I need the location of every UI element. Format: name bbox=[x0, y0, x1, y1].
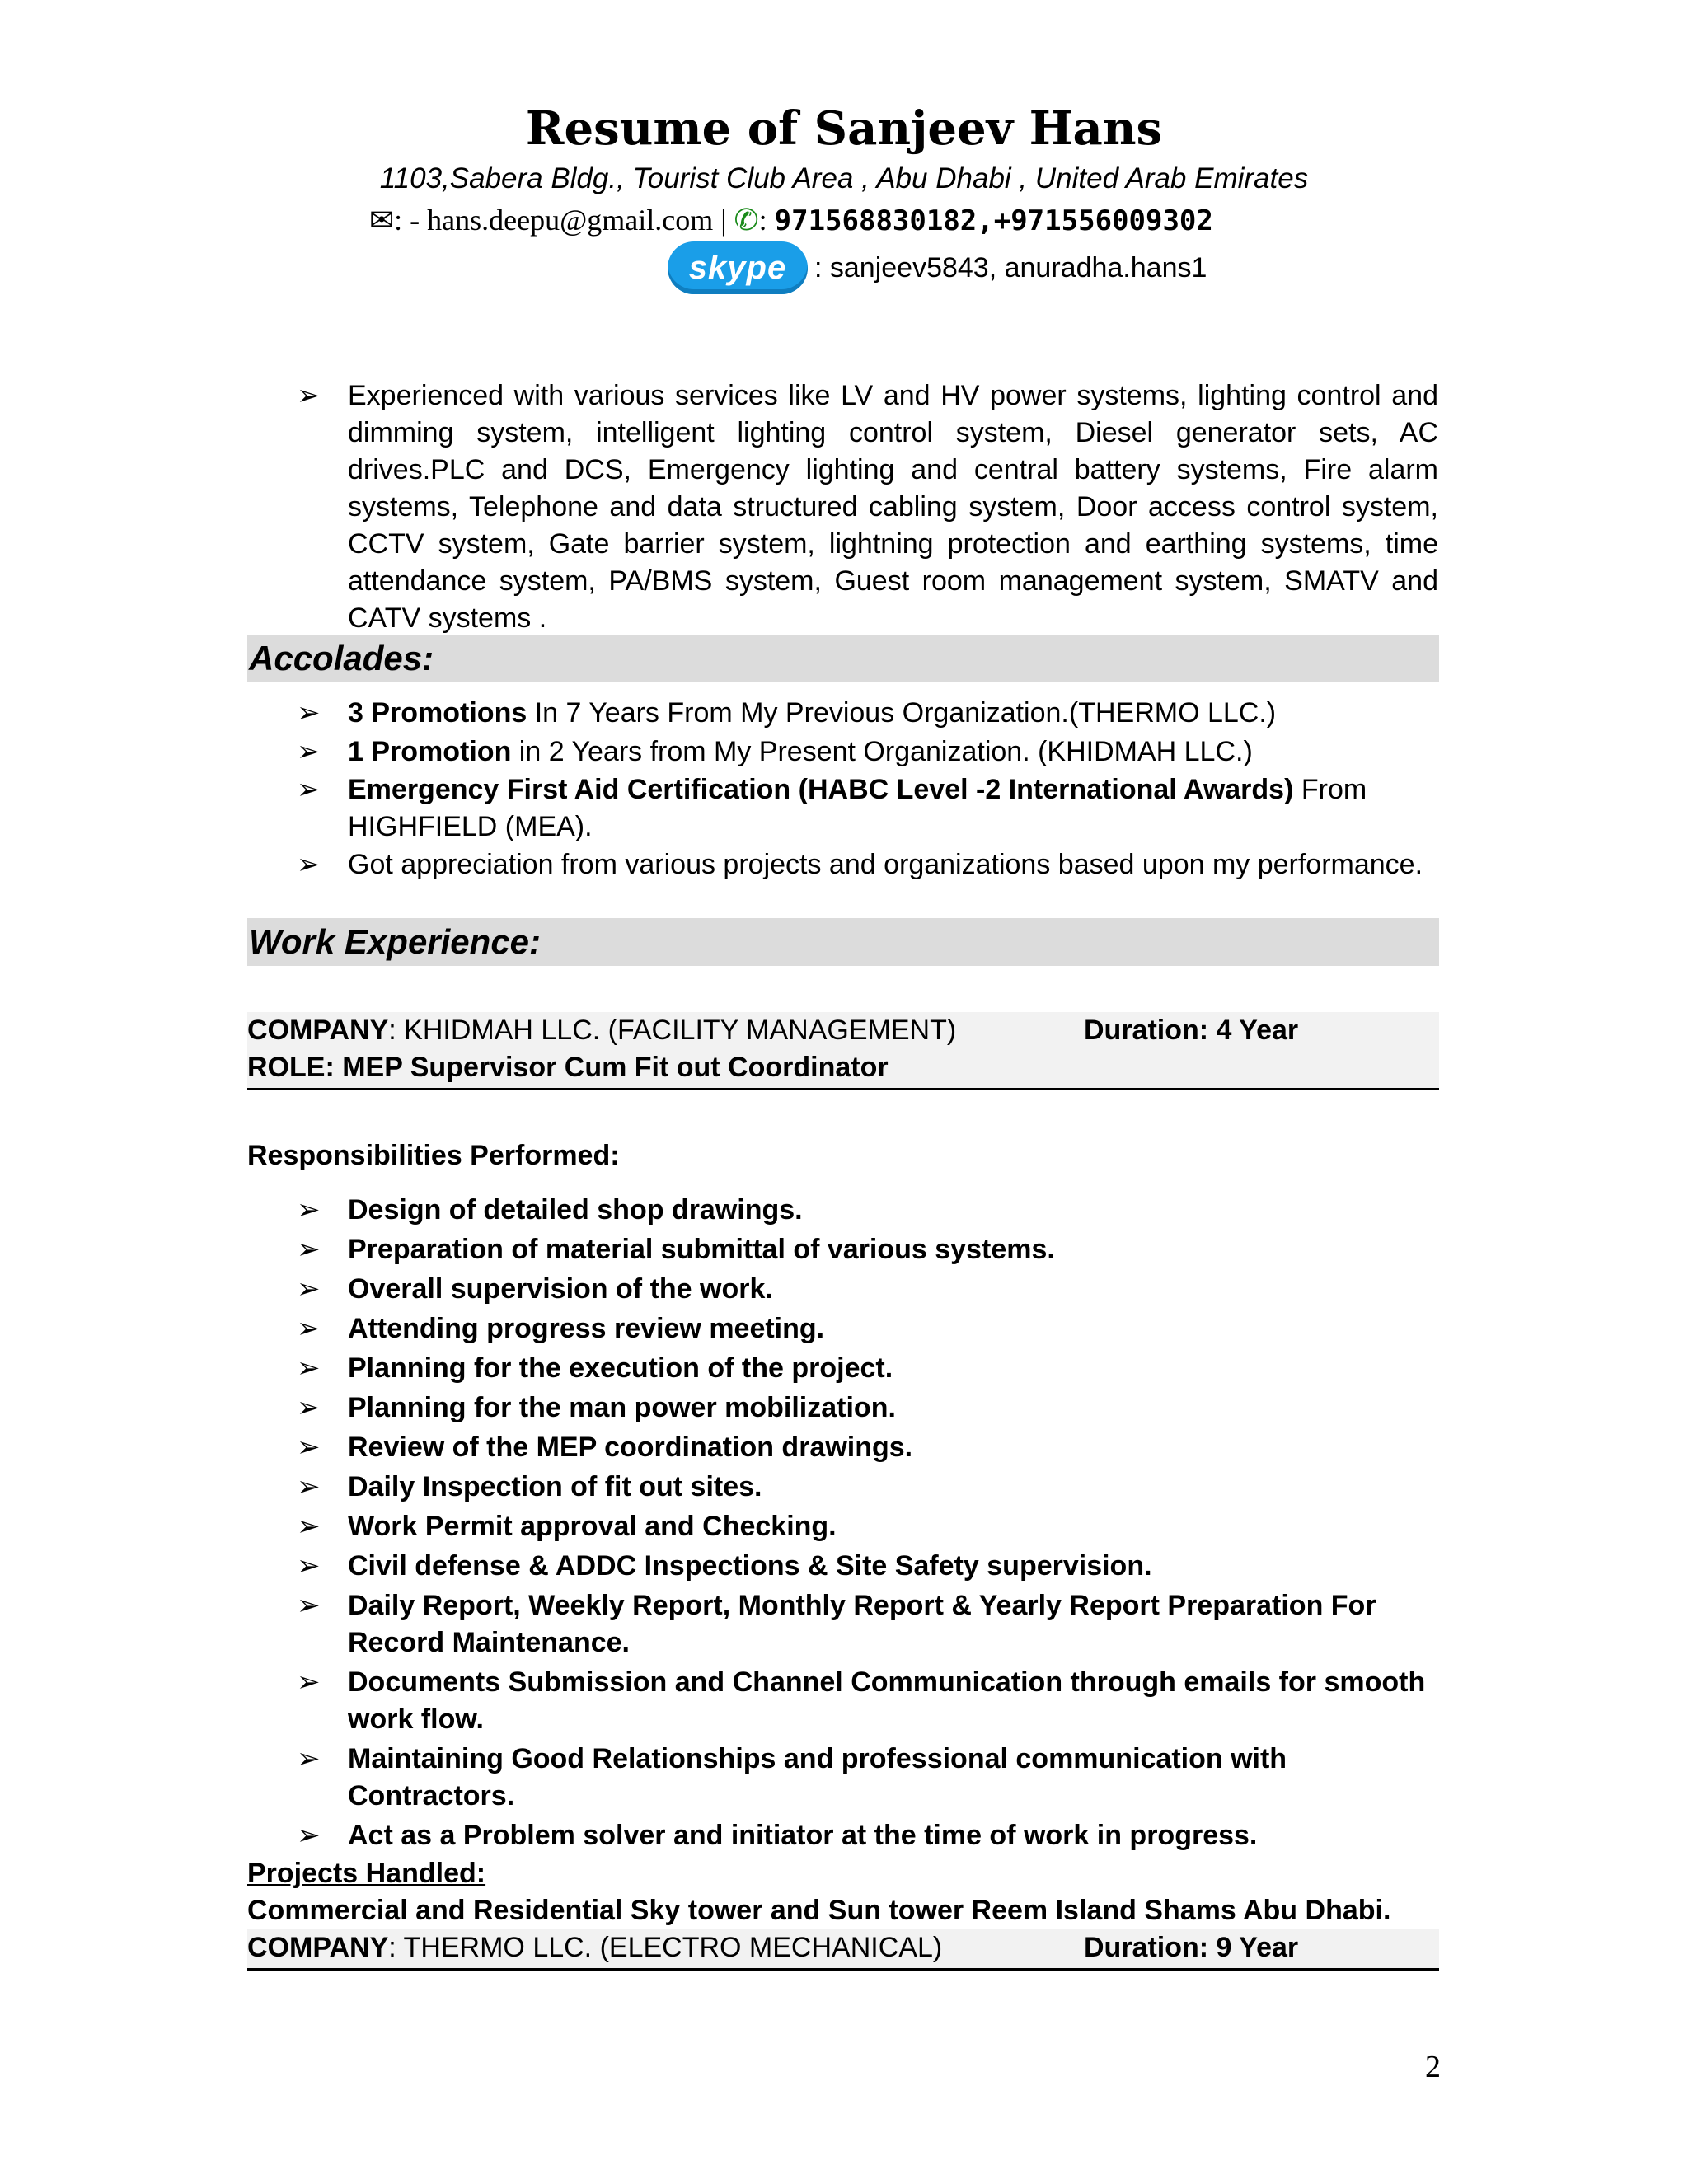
page-number: 2 bbox=[1425, 2050, 1441, 2084]
list-item bbox=[247, 1469, 1438, 1506]
responsibilities-list bbox=[247, 1192, 1438, 1857]
list-item bbox=[247, 377, 1438, 637]
company-block-thermo bbox=[247, 1929, 1439, 1971]
role: ROLE: MEP Supervisor Cum Fit out Coordinator bbox=[247, 1052, 889, 1083]
phone-colon: : bbox=[758, 204, 775, 237]
responsibility-text: Work Permit approval and Checking. bbox=[348, 1511, 837, 1542]
company-label: COMPANY bbox=[247, 1932, 389, 1963]
arrow-bullet-icon: ➢ bbox=[297, 697, 321, 729]
work-experience-heading: Work Experience: bbox=[247, 918, 1439, 966]
responsibility-text: Maintaining Good Relationships and professional communication with Contractors. bbox=[348, 1743, 1287, 1811]
contact-line bbox=[369, 199, 1213, 241]
phone-icon: ✆ bbox=[734, 203, 759, 237]
responsibility-text: Act as a Problem solver and initiator at the time of work in progress. bbox=[348, 1820, 1258, 1851]
envelope-icon: ✉ bbox=[369, 204, 395, 237]
responsibility-text: Design of detailed shop drawings. bbox=[348, 1194, 803, 1226]
arrow-bullet-icon: ➢ bbox=[297, 1666, 321, 1698]
company-row bbox=[247, 1929, 1439, 1966]
list-item bbox=[247, 846, 1438, 884]
company-name: : THERMO LLC. (ELECTRO MECHANICAL) bbox=[388, 1932, 943, 1963]
contact-separator: | bbox=[713, 204, 734, 237]
list-item bbox=[247, 771, 1438, 846]
arrow-bullet-icon: ➢ bbox=[297, 1743, 321, 1774]
list-item bbox=[247, 1741, 1438, 1815]
list-item bbox=[247, 1587, 1438, 1661]
list-item bbox=[247, 1429, 1438, 1466]
responsibility-text: Attending progress review meeting. bbox=[348, 1313, 825, 1344]
responsibility-text: Daily Report, Weekly Report, Monthly Report & Yearly Report Preparation For Record Maintenance. bbox=[348, 1590, 1376, 1658]
list-item bbox=[247, 1231, 1438, 1268]
arrow-bullet-icon: ➢ bbox=[297, 380, 321, 411]
phone-numbers: 971568830182,+971556009302 bbox=[774, 204, 1213, 237]
email-address: hans.deepu@gmail.com bbox=[427, 204, 714, 237]
responsibility-text: Preparation of material submittal of various systems. bbox=[348, 1234, 1055, 1265]
accolades-list bbox=[247, 694, 1438, 884]
responsibilities-heading: Responsibilities Performed: bbox=[247, 1140, 620, 1171]
duration: Duration: 4 Year bbox=[1084, 1015, 1299, 1046]
company-row bbox=[247, 1012, 1439, 1049]
arrow-bullet-icon: ➢ bbox=[297, 1550, 321, 1582]
arrow-bullet-icon: ➢ bbox=[297, 1194, 321, 1226]
accolade-text: in 2 Years from My Present Organization. (KHIDMAH LLC.) bbox=[511, 736, 1253, 767]
responsibility-text: Review of the MEP coordination drawings. bbox=[348, 1432, 913, 1463]
projects-text: Commercial and Residential Sky tower and Sun tower Reem Island Shams Abu Dhabi. bbox=[247, 1895, 1391, 1926]
arrow-bullet-icon: ➢ bbox=[297, 1313, 321, 1344]
company-block-khidmah bbox=[247, 1012, 1439, 1090]
skype-logo-icon: skype bbox=[668, 241, 808, 294]
list-item bbox=[247, 1192, 1438, 1229]
list-item bbox=[247, 733, 1438, 771]
address: 1103,Sabera Bldg., Tourist Club Area , Abu Dhabi , United Arab Emirates bbox=[379, 162, 1309, 194]
list-item bbox=[247, 1548, 1438, 1585]
accolade-bold: Emergency First Aid Certification (HABC Level -2 International Awards) bbox=[348, 774, 1294, 805]
arrow-bullet-icon: ➢ bbox=[297, 1820, 321, 1851]
arrow-bullet-icon: ➢ bbox=[297, 1590, 321, 1621]
intro-text: Experienced with various services like LV and HV power systems, lighting control and dimming system, intelligent lighting control system, Diesel generator sets, AC drives.PLC and DCS, Emergency lighting and central battery systems, Fire alarm systems, Telephone and data structured cabling system, Door access control system, CCTV system, Gate barrier system, lightning protection and earthing systems, time attendance system, PA/BMS system, Guest room management system, SMATV and CATV systems . bbox=[348, 380, 1438, 634]
arrow-bullet-icon: ➢ bbox=[297, 1511, 321, 1542]
arrow-bullet-icon: ➢ bbox=[297, 1471, 321, 1502]
responsibility-text: Civil defense & ADDC Inspections & Site Safety supervision. bbox=[348, 1550, 1152, 1582]
list-item bbox=[247, 1817, 1438, 1854]
skype-row bbox=[668, 239, 1207, 297]
arrow-bullet-icon: ➢ bbox=[297, 1432, 321, 1463]
arrow-bullet-icon: ➢ bbox=[297, 1352, 321, 1384]
arrow-bullet-icon: ➢ bbox=[297, 1234, 321, 1265]
skype-ids: : sanjeev5843, anuradha.hans1 bbox=[814, 251, 1207, 284]
responsibility-text: Daily Inspection of fit out sites. bbox=[348, 1471, 762, 1502]
company-label: COMPANY bbox=[247, 1015, 389, 1046]
list-item bbox=[247, 1664, 1438, 1738]
accolade-text: In 7 Years From My Previous Organization.(THERMO LLC.) bbox=[527, 697, 1277, 729]
responsibility-text: Planning for the man power mobilization. bbox=[348, 1392, 896, 1423]
arrow-bullet-icon: ➢ bbox=[297, 1273, 321, 1305]
accolades-heading: Accolades: bbox=[247, 635, 1439, 682]
intro-list bbox=[247, 377, 1438, 637]
list-item bbox=[247, 1310, 1438, 1347]
list-item bbox=[247, 1390, 1438, 1427]
list-item bbox=[247, 694, 1438, 733]
arrow-bullet-icon: ➢ bbox=[297, 849, 321, 880]
responsibility-text: Overall supervision of the work. bbox=[348, 1273, 773, 1305]
accolade-text: Got appreciation from various projects and organizations based upon my performance. bbox=[348, 849, 1423, 880]
projects-heading: Projects Handled: bbox=[247, 1858, 486, 1889]
accolade-bold: 3 Promotions bbox=[348, 697, 528, 729]
arrow-bullet-icon: ➢ bbox=[297, 1392, 321, 1423]
responsibility-text: Documents Submission and Channel Communication through emails for smooth work flow. bbox=[348, 1666, 1426, 1735]
arrow-bullet-icon: ➢ bbox=[297, 774, 321, 805]
email-prefix: : - bbox=[394, 204, 428, 237]
arrow-bullet-icon: ➢ bbox=[297, 736, 321, 767]
page-title: Resume of Sanjeev Hans bbox=[525, 101, 1163, 156]
list-item bbox=[247, 1271, 1438, 1308]
company-name: : KHIDMAH LLC. (FACILITY MANAGEMENT) bbox=[388, 1015, 957, 1046]
accolade-bold: 1 Promotion bbox=[348, 736, 512, 767]
accolade-text: From HIGHFIELD (MEA). bbox=[348, 774, 1367, 842]
duration: Duration: 9 Year bbox=[1084, 1932, 1299, 1963]
list-item bbox=[247, 1508, 1438, 1545]
list-item bbox=[247, 1350, 1438, 1387]
responsibility-text: Planning for the execution of the project. bbox=[348, 1352, 893, 1384]
